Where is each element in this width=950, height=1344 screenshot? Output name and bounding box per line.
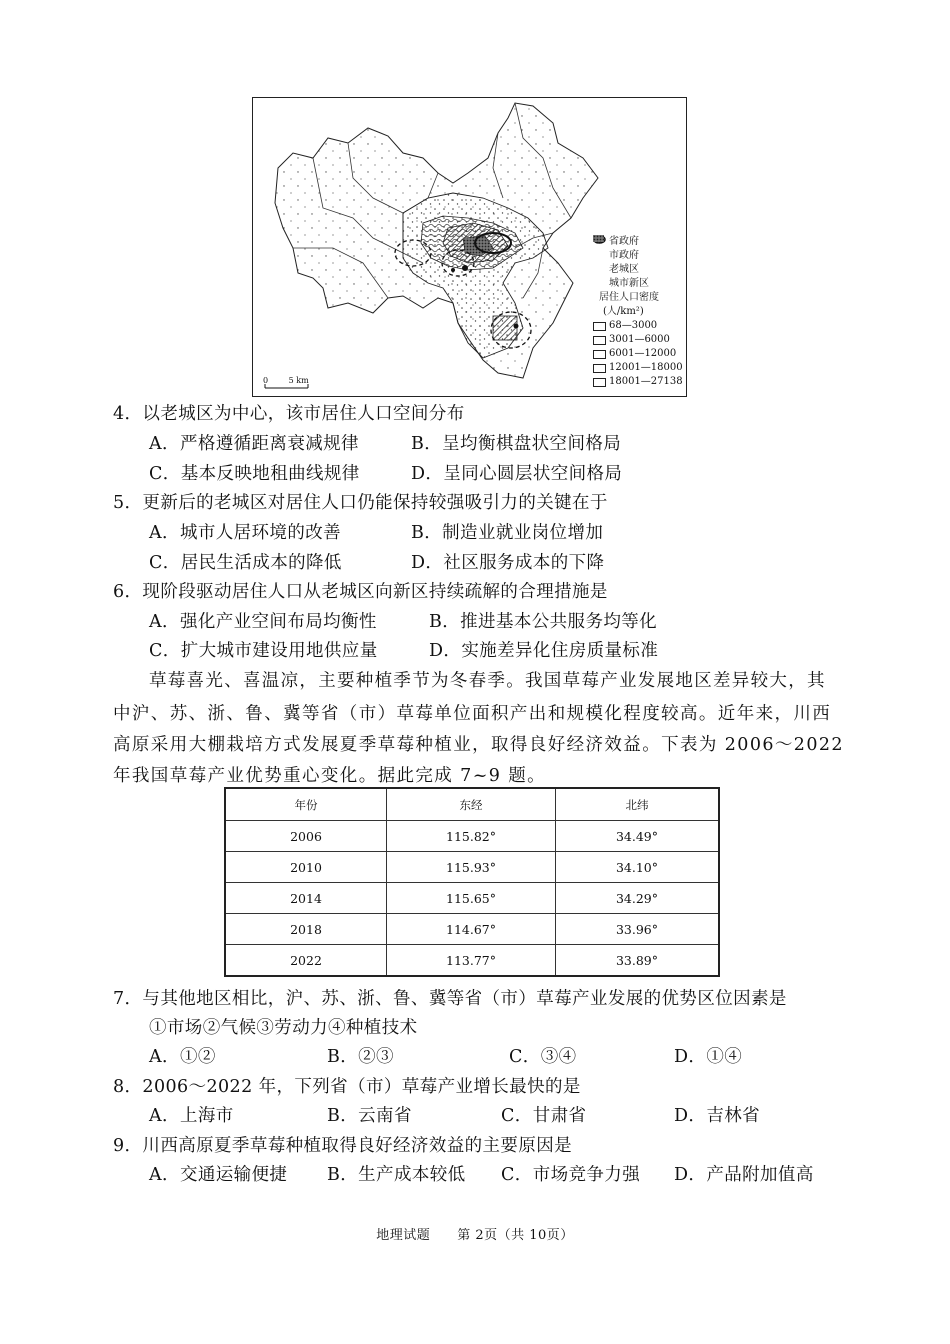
question-5-option-a[interactable]: A．城市人居环境的改善 xyxy=(149,523,342,543)
question-4-stem: 4．以老城区为中心，该市居住人口空间分布 xyxy=(113,404,465,424)
passage-line-2: 中沪、苏、浙、鲁、冀等省（市）草莓单位面积产出和规模化程度较高。近年来，川西 xyxy=(113,704,832,724)
legend-density-unit: (人/km²) xyxy=(603,306,644,317)
question-8-stem: 8．2006～2022 年，下列省（市）草莓产业增长最快的是 xyxy=(113,1077,581,1097)
class-3-swatch xyxy=(593,350,606,359)
question-6-option-b[interactable]: B．推进基本公共服务均等化 xyxy=(429,612,658,632)
cell-year: 2022 xyxy=(225,945,387,977)
question-7-option-d[interactable]: D．①④ xyxy=(674,1047,743,1067)
question-6-option-d[interactable]: D．实施差异化住房质量标准 xyxy=(429,641,659,661)
table-row xyxy=(225,821,719,852)
question-5-option-c[interactable]: C．居民生活成本的降低 xyxy=(149,553,342,573)
legend-density-title: 居住人口密度 xyxy=(599,292,659,303)
cell-latitude: 33.89° xyxy=(556,945,720,977)
question-5-option-d[interactable]: D．社区服务成本的下降 xyxy=(411,553,605,573)
question-4-option-c[interactable]: C．基本反映地租曲线规律 xyxy=(149,464,360,484)
question-4-option-a[interactable]: A．严格遵循距离衰减规律 xyxy=(149,434,359,454)
city-gov-marker xyxy=(514,324,519,329)
legend-class-3: 6001—12000 xyxy=(593,347,685,361)
legend-class-2: 3001—6000 xyxy=(593,333,685,347)
header-longitude: 东经 xyxy=(387,788,556,821)
question-8-option-a[interactable]: A．上海市 xyxy=(149,1106,234,1126)
table-row xyxy=(225,883,719,914)
question-5-option-b[interactable]: B．制造业就业岗位增加 xyxy=(411,523,604,543)
class-5-swatch xyxy=(593,378,606,387)
population-density-map xyxy=(252,97,687,397)
city-gov-icon xyxy=(593,252,606,261)
question-5-stem: 5．更新后的老城区对居住人口仍能保持较强吸引力的关键在于 xyxy=(113,493,608,513)
cell-year: 2014 xyxy=(225,883,387,914)
map-legend xyxy=(593,235,685,389)
passage-line-4: 年我国草莓产业优势重心变化。据此完成 7~9 题。 xyxy=(113,766,547,786)
cell-latitude: 34.49° xyxy=(556,821,720,852)
class-2-swatch xyxy=(593,336,606,345)
table-row xyxy=(225,852,719,883)
city-gov-marker xyxy=(451,268,455,272)
scale-labels xyxy=(263,376,309,385)
scale-zero: 0 xyxy=(263,376,269,385)
legend-city-gov: 市政府 xyxy=(593,249,685,263)
passage-line-1: 草莓喜光、喜温凉，主要种植季节为冬春季。我国草莓产业发展地区差异较大，其 xyxy=(149,671,826,691)
table-header-row xyxy=(225,788,719,821)
header-latitude: 北纬 xyxy=(556,788,720,821)
legend-new-district: 城市新区 xyxy=(593,277,685,291)
cell-year: 2010 xyxy=(225,852,387,883)
question-7-stem: 7．与其他地区相比，沪、苏、浙、鲁、冀等省（市）草莓产业发展的优势区位因素是 xyxy=(113,989,787,1009)
legend-old-town: 老城区 xyxy=(593,263,685,277)
passage-line-3: 高原采用大棚栽培方式发展夏季草莓种植业，取得良好经济效益。下表为 2006～2022 xyxy=(113,735,844,755)
legend-class-4: 12001—18000 xyxy=(593,361,685,375)
question-9-option-c[interactable]: C．市场竞争力强 xyxy=(501,1165,641,1185)
map-south-patch xyxy=(493,316,517,340)
table-row xyxy=(225,945,719,977)
question-7-sub: ①市场②气候③劳动力④种植技术 xyxy=(149,1018,418,1038)
question-9-option-a[interactable]: A．交通运输便捷 xyxy=(149,1165,288,1185)
question-4-option-b[interactable]: B．呈均衡棋盘状空间格局 xyxy=(411,434,622,454)
cell-year: 2006 xyxy=(225,821,387,852)
question-6-option-a[interactable]: A．强化产业空间布局均衡性 xyxy=(149,612,377,632)
question-6-option-c[interactable]: C．扩大城市建设用地供应量 xyxy=(149,641,378,661)
cell-latitude: 34.10° xyxy=(556,852,720,883)
table-row xyxy=(225,914,719,945)
legend-provincial-gov: 省政府 xyxy=(593,235,685,249)
question-9-option-b[interactable]: B．生产成本较低 xyxy=(327,1165,466,1185)
question-8-option-d[interactable]: D．吉林省 xyxy=(674,1106,761,1126)
question-9-option-d[interactable]: D．产品附加值高 xyxy=(674,1165,814,1185)
question-8-option-c[interactable]: C．甘肃省 xyxy=(501,1106,587,1126)
provincial-gov-marker xyxy=(462,265,468,271)
cell-longitude: 113.77° xyxy=(387,945,556,977)
strawberry-center-table xyxy=(224,787,720,977)
question-9-stem: 9．川西高原夏季草莓种植取得良好经济效益的主要原因是 xyxy=(113,1136,573,1156)
question-4-option-d[interactable]: D．呈同心圆层状空间格局 xyxy=(411,464,623,484)
cell-latitude: 34.29° xyxy=(556,883,720,914)
cell-year: 2018 xyxy=(225,914,387,945)
question-7-option-c[interactable]: C．③④ xyxy=(509,1047,577,1067)
class-1-swatch xyxy=(593,322,606,331)
cell-longitude: 115.65° xyxy=(387,883,556,914)
question-6-stem: 6．现阶段驱动居住人口从老城区向新区持续疏解的合理措施是 xyxy=(113,582,608,602)
header-year: 年份 xyxy=(225,788,387,821)
cell-longitude: 115.82° xyxy=(387,821,556,852)
legend-class-1: 68—3000 xyxy=(593,319,685,333)
question-8-option-b[interactable]: B．云南省 xyxy=(327,1106,412,1126)
legend-class-5: 18001—27138 xyxy=(593,375,685,389)
cell-latitude: 33.96° xyxy=(556,914,720,945)
new-district-icon xyxy=(593,280,606,289)
cell-longitude: 115.93° xyxy=(387,852,556,883)
cell-longitude: 114.67° xyxy=(387,914,556,945)
question-7-option-a[interactable]: A．①② xyxy=(149,1047,216,1067)
old-town-icon xyxy=(593,266,606,275)
question-7-option-b[interactable]: B．②③ xyxy=(327,1047,394,1067)
page-footer: 地理试题 第 2页（共 10页） xyxy=(376,1228,574,1243)
scale-label: 5 km xyxy=(288,376,309,385)
class-4-swatch xyxy=(593,364,606,373)
